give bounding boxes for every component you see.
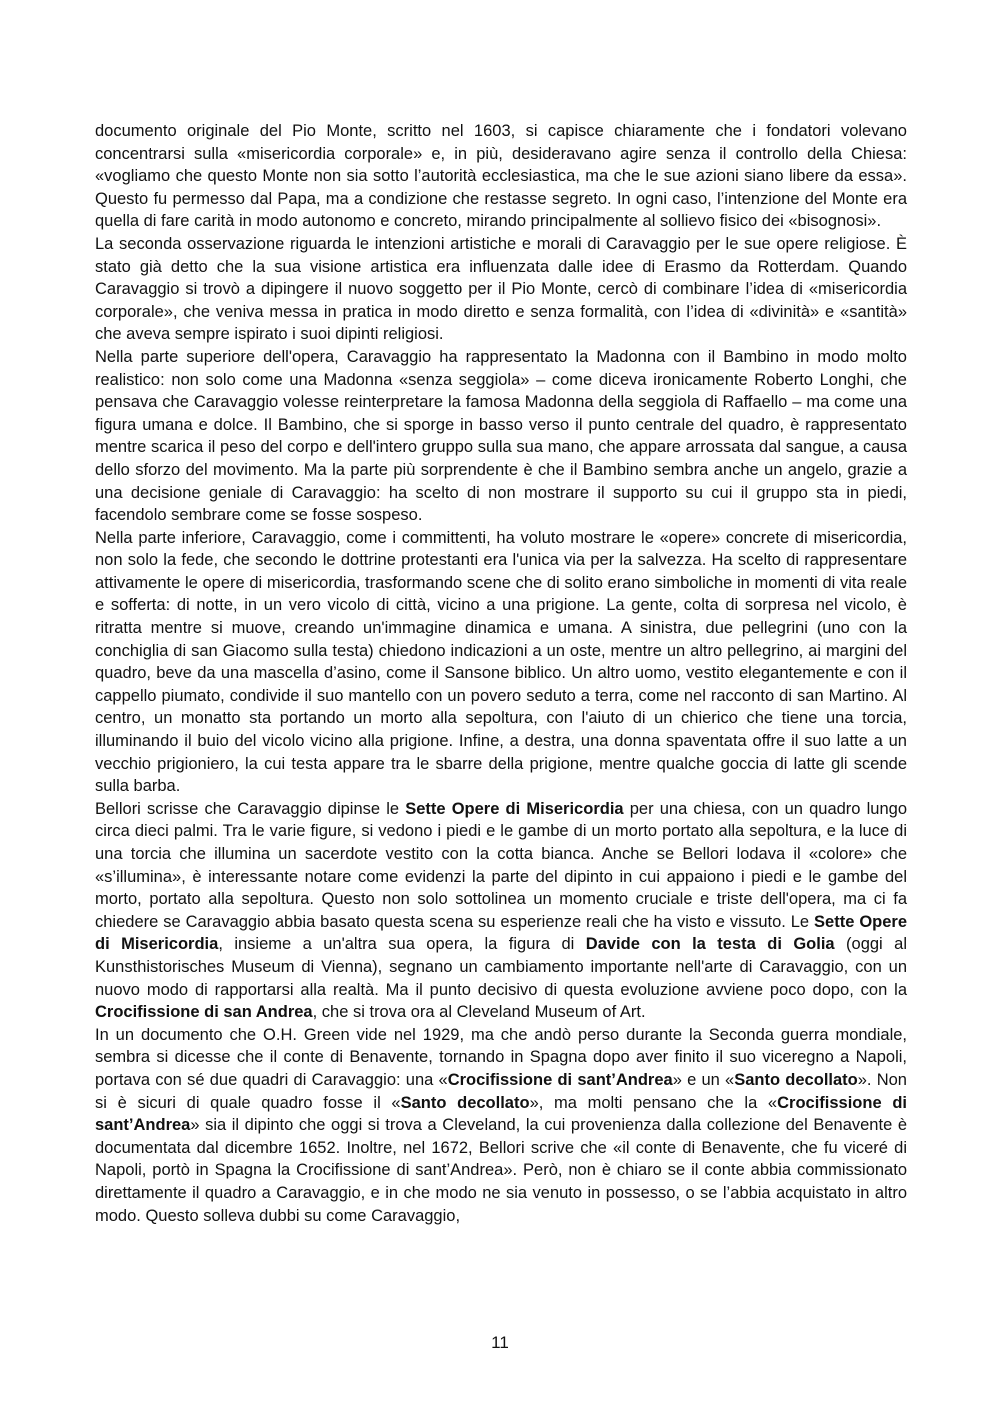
bold-title-run: Santo decollato xyxy=(734,1070,858,1089)
paragraph-pio-monte xyxy=(95,120,907,233)
paragraph-bellori xyxy=(95,798,907,1024)
paragraph-upper-part xyxy=(95,346,907,527)
text-run: ». Non si è sicuri di quale quadro fosse il « xyxy=(95,1070,907,1112)
text-run: », ma molti pensano che la « xyxy=(529,1093,778,1112)
text-run: Bellori scrisse che Caravaggio dipinse le xyxy=(95,799,406,818)
text-run: (oggi al Kunsthistorisches Museum di Vienna), segnano un cambiamento importante nell'arte di Caravaggio, con un nuovo modo di rapportarsi alla realtà. Ma il punto decisivo di questa evoluzione avviene poco dopo, con la xyxy=(95,935,907,999)
bold-title-run: Sette Opere di Misericordia xyxy=(405,799,624,818)
bold-title-run: Santo decollato xyxy=(400,1093,530,1112)
bold-title-run: Crocifissione di sant’Andrea xyxy=(447,1070,673,1089)
text-run: La seconda osservazione riguarda le intenzioni artistiche e morali di Caravaggio per le sue opere religiose. È stato già detto che la sua visione artistica era influenzata dalle idee di Erasmo da Rotterdam. Quando Caravaggio si trovò a dipingere il nuovo soggetto per il Pio Monte, cercò di combinare l’idea di «misericordia corporale», che veniva messa in pratica in modo diretto e senza formalità, con l’idea di «divinità» e «santità» che aveva sempre ispirato i suoi dipinti religiosi. xyxy=(95,234,907,344)
text-run: » sia il dipinto che oggi si trova a Cleveland, la cui provenienza dalla collezione del Benavente è documentata dal dicembre 1652. Inoltre, nel 1672, Bellori scrive che «il conte di Benavente, che fu viceré di Napoli, portò in Spagna la Crocifissione di sant’Andrea». Però, non è chiaro se il conte abbia commissionato direttamente il quadro a Caravaggio, e in che modo ne sia venuto in possesso, o se l’abbia acquistato in altro modo. Questo solleva dubbi su come Caravaggio, xyxy=(95,1116,907,1225)
text-run: , insieme a un'altra sua opera, la figura di xyxy=(218,935,586,954)
text-run: documento originale del Pio Monte, scritto nel 1603, si capisce chiaramente che i fondatori volevano concentrarsi sulla «misericordia corporale» e, in più, desideravano agire senza il controllo della Chiesa: «vogliamo che questo Monte non sia sotto l’autorità ecclesiastica, ma che le sue azioni siano libere da essa». Questo fu permesso dal Papa, ma a condizione che restasse segreto. In ogni caso, l’intenzione del Monte era quella di fare carità in modo autonomo e concreto, mirando principalmente al sollievo fisico dei «bisognosi». xyxy=(95,122,907,231)
text-run: Nella parte superiore dell'opera, Caravaggio ha rappresentato la Madonna con il Bambino in modo molto realistico: non solo come una Madonna «senza seggiola» – come diceva ironicamente Roberto Longhi, che pensava che Caravaggio volesse reinterpretare la famosa Madonna della seggiola di Raffaello – ma come una figura umana e dolce. Il Bambino, che si sporge in basso verso il punto centrale del quadro, è rappresentato mentre scarica il peso del corpo e dell'intero gruppo sulla sua mano, che appare arrossata dal sangue, a causa dello sforzo del movimento. Ma la parte più sorprendente è che il Bambino sembra anche un angelo, grazie a una decisione geniale di Caravaggio: ha scelto di non mostrare il supporto su cui il gruppo sta in piedi, facendolo sembrare come se fosse sospeso. xyxy=(95,347,907,525)
text-run: per una chiesa, con un quadro lungo circa dieci palmi. Tra le varie figure, si vedono i piedi e le gambe di un morto portato alla sepoltura, e la luce di una torcia che illumina un sacerdote vestito con la cotta bianca. Anche se Bellori lodava il «colore» che «s’illumina», è interessante notare come evidenzi la parte del dipinto in cui appaiono i piedi e le gambe del morto, portato alla sepoltura. Questo non solo sottolinea un momento cruciale e triste dell'opera, ma ci fa chiedere se Caravaggio abbia basato questa scena su esperienze reali che ha visto e vissuto. Le xyxy=(95,799,908,931)
bold-title-run: Sette Opere di Misericordia xyxy=(95,912,908,954)
paragraph-second-observation xyxy=(95,233,907,346)
paragraph-benavente xyxy=(95,1024,907,1227)
document-body xyxy=(95,120,907,1227)
bold-title-run: Crocifissione di san Andrea xyxy=(95,1003,313,1022)
bold-title-run: Crocifissione di sant’Andrea xyxy=(95,1093,907,1135)
bold-title-run: Davide con la testa di Golia xyxy=(585,935,835,954)
text-run: In un documento che O.H. Green vide nel 1929, ma che andò perso durante la Seconda guerra mondiale, sembra si dicesse che il conte di Benavente, tornando in Spagna dopo aver finito il suo viceregno a Napoli, portava con sé due quadri di Caravaggio: una « xyxy=(95,1025,907,1089)
text-run: Nella parte inferiore, Caravaggio, come i committenti, ha voluto mostrare le «opere» concrete di misericordia, non solo la fede, che secondo le dottrine protestanti era l'unica via per la salvezza. Ha scelto di rappresentare attivamente le opere di misericordia, trasformando scene che di solito erano simboliche in momenti di vita reale e sofferta: di notte, in un vero vicolo di città, vicino a una prigione. La gente, colta di sorpresa nel vicolo, è ritratta mentre si muove, creando un'immagine dinamica e umana. A sinistra, due pellegrini (uno con la conchiglia di san Giacomo sulla testa) chiedono indicazioni a un oste, mentre un altro pellegrino, ai margini del quadro, beve da una mascella d’asino, come il Sansone biblico. Un altro uomo, vestito elegantemente e con il cappello piumato, condivide il suo mantello con un povero seduto a terra, come nel racconto di san Martino. Al centro, un monatto sta portando un morto alla sepoltura, con l'aiuto di un chierico che tiene una torcia, illuminando il buio del vicolo vicino alla prigione. Infine, a destra, una donna spaventata offre il suo latte a un vecchio prigioniero, la cui testa appare tra le sbarre della prigione, mentre qualche goccia di latte gli scende sulla barba. xyxy=(95,528,907,796)
text-run: » e un « xyxy=(672,1070,735,1089)
page-number: 11 xyxy=(491,1333,509,1352)
text-run: , che si trova ora al Cleveland Museum of Art. xyxy=(312,1003,646,1022)
paragraph-lower-part xyxy=(95,527,907,798)
